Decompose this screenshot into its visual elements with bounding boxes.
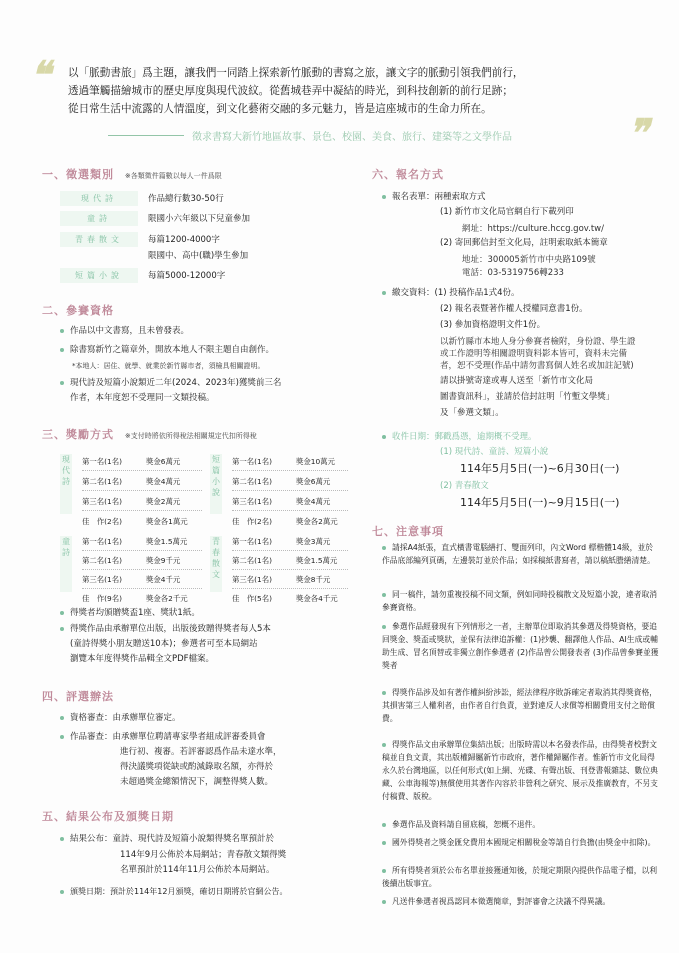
category-row [60, 231, 320, 247]
category-value: 限國小六年級以下兒童參加 [148, 214, 251, 224]
list-item: 現代詩及短篇小說類近二年(2024、2023年)獲獎前三名 [60, 376, 342, 391]
category-value: 每篇1200-4000字 [148, 235, 220, 245]
submit-line: 圖書資訊科」，並請於信封註明「竹塹文學獎」 [440, 392, 615, 402]
submit-line: (3) 參加資格證明文件1份。 [440, 320, 546, 330]
prize-row: 佳 作(9名) 獎金各2千元 [82, 593, 188, 603]
prize-row: 佳 作(5名) 獎金各4千元 [232, 593, 338, 603]
intro-line: 從日常生活中流露的人情溫度，到文化藝術交融的多元魅力，皆是這座城市的生命力所在。 [68, 103, 492, 115]
list-item-cont: (童詩得獎小朋友贈送10本)；參選者可至本局網站 [70, 639, 258, 649]
deadline-2-date: 114年5月5日(一)~9月15日(一) [460, 496, 620, 509]
tagline-text: 徵求書寫大新竹地區故事、景色、校園、美食、旅行、建築等之文學作品 [192, 132, 512, 143]
notice-item: 國外得獎者之獎金匯兌費用本國規定相關稅金等請自行負擔(由獎金中扣除)。 [382, 836, 660, 849]
list-item: 報名表單：兩種索取方式 [382, 190, 652, 205]
list-item: 作品以中文書寫，且未曾發表。 [60, 324, 340, 339]
section-1-note: ※各類徵件篇數以每人一件爲限 [124, 172, 222, 180]
form-address: 地址：300005新竹市中央路109號 [462, 255, 596, 265]
form-line: (1) 新竹市文化局官網自行下載列印 [440, 207, 574, 217]
notice-item: 請採A4紙張，直式橫書電腦繕打、雙面列印，內文Word 標楷體14級，並於作品底部編列頁碼，左邊裝訂並於作品；如採稿紙書寫者，請以稿紙謄繕清楚。 [382, 543, 655, 565]
section-3-note: ※支付時將依所得稅法相關規定代扣所得稅 [124, 432, 257, 440]
list-item-cont: 瀏覽本年度得獎作品輯全文PDF檔案。 [70, 654, 215, 664]
category-row [60, 247, 320, 263]
section-7-heading: 七、注意事項 [372, 525, 444, 538]
prize-row: 第一名(1名) 獎金6萬元 [82, 456, 181, 466]
category-row [60, 267, 320, 283]
list-item: 除書寫新竹之篇章外，開放本地人不限主題自由創作。 [60, 343, 340, 358]
list-item: 得獎者均頒贈獎盃1座、獎狀1紙。 [60, 606, 346, 621]
prize-row: 第三名(1名) 獎金2萬元 [82, 496, 181, 506]
prize-row: 第一名(1名) 獎金3萬元 [232, 536, 331, 546]
prize-row: 第二名(1名) 獎金1.5萬元 [232, 555, 338, 565]
deadline-1-date: 114年5月5日(一)~6月30日(一) [460, 462, 620, 475]
section-1-heading [42, 166, 222, 182]
list-item: 頒獎日期：預計於114年12月頒獎，確切日期將於官網公告。 [60, 884, 356, 899]
submit-line: (2) 報名表暨著作權人授權同意書1份。 [440, 304, 588, 314]
list-item: 得獎作品由承辦單位出版，出版後致贈得獎者每人5本 [60, 622, 346, 637]
form-phone: 電話：03-5319756轉233 [462, 268, 564, 278]
section-5-heading: 五、結果公布及頒獎日期 [42, 810, 174, 823]
residency-note: *本地人：居住、就學、就業於新竹縣市者，須檢具相關證明。 [72, 362, 265, 370]
list-item-cont: 得決議獎項從缺或酌減錄取名額，亦得於 [120, 762, 274, 772]
submit-line: 請以掛號寄達或專人送至「新竹市文化局 [440, 376, 594, 386]
notice-item: 所有得獎者須於公布名單並接獲通知後，於規定期限內提供作品電子檔，以利後續出版事宜。 [382, 866, 658, 888]
deadline-2-label: (2) 青春散文 [440, 481, 489, 491]
list-item: 作品審查：由承辦單位聘請專家學者組成評審委員會 [60, 730, 346, 745]
notice-item: 參選作品及資料請自留底稿，恕概不退件。 [382, 818, 660, 831]
category-value: 限國中、高中(職)學生參加 [148, 251, 249, 261]
prize-group-label: 童詩 [60, 536, 72, 592]
form-url[interactable]: 網址：https://culture.hccg.gov.tw/ [462, 224, 604, 234]
category-row [60, 210, 320, 226]
tagline [108, 128, 628, 143]
prize-row: 第一名(1名) 獎金1.5萬元 [82, 536, 188, 546]
intro-paragraph [68, 64, 628, 118]
section-2-heading: 二、參賽資格 [42, 304, 114, 317]
list-item-cont: 進行初、複審。若評審認爲作品未達水準， [120, 747, 282, 757]
notice-item: 得獎作品文由承辦單位集結出版；出版時需以本名發表作品，由得獎者校對文稿並自負文責，其出版權歸屬新竹市政府，著作權歸屬作者。惟新竹市文化局得永久於台灣地區，以任何形式(如上網、光碟、有聲出版、刊登書報雜誌、數位典藏、公車海報等)無償使用其著作內容於非營利之研究、展示及推廣教育，不另支付稿費、版稅。 [382, 740, 658, 801]
intro-line: 透過筆觸描繪城市的歷史厚度與現代波紋。從舊城巷弄中凝結的時光，到科技創新的前行足跡； [68, 85, 513, 97]
category-label: 現代詩 [60, 191, 138, 206]
category-label [60, 253, 138, 257]
list-item: 結果公布：童詩、現代詩及短篇小說類得獎名單預計於 [60, 832, 350, 847]
form-line: (2) 寄回郵信封至文化局，註明索取紙本簡章 [440, 238, 608, 248]
submit-note: 以新竹縣市本地人身分參賽者檢附，身份證、學生證 [440, 337, 636, 347]
category-row [60, 190, 320, 206]
list-item: 繳交資料：(1) 投稿作品1式4份。 [382, 286, 662, 301]
prize-row: 第二名(1名) 獎金4萬元 [82, 476, 181, 486]
category-value: 每篇5000-12000字 [148, 271, 226, 281]
notice-item: 同一稿件，請勿重複投稿不同文類，例如同時投稿散文及短篇小說，違者取消參賽資格。 [382, 590, 658, 612]
category-value: 作品總行數30-50行 [148, 194, 224, 204]
prize-row: 佳 作(2名) 獎金各2萬元 [232, 516, 338, 526]
prize-row: 第三名(1名) 獎金4千元 [82, 574, 181, 584]
submit-note: 者，恕不受理(作品中請勿書寫個人姓名或加註記號) [440, 361, 634, 371]
section-3-title: 三、獎勵方式 [42, 428, 114, 441]
list-item: 資格審查：由承辦單位審定。 [60, 711, 346, 726]
deadline-label: 收件日期：郵戳爲憑，逾期概不受理。 [382, 430, 662, 445]
prize-row: 第一名(1名) 獎金10萬元 [232, 456, 335, 466]
intro-line: 以「脈動書旅」爲主題，讓我們一同踏上探索新竹脈動的書寫之旅，讓文字的脈動引領我們前行， [68, 67, 524, 79]
prize-group-label: 短篇小說 [210, 454, 222, 514]
prize-row: 佳 作(2名) 獎金各1萬元 [82, 516, 188, 526]
prize-row: 第三名(1名) 獎金4萬元 [232, 496, 331, 506]
prize-row: 第三名(1名) 獎金8千元 [232, 574, 331, 584]
category-label: 青春散文 [60, 232, 138, 247]
list-item-cont: 114年9月公佈於本局網站；青春散文類得獎 [120, 850, 287, 860]
open-quote-icon: ❝ [30, 52, 51, 97]
submit-line: 及「參選文類」。 [440, 408, 504, 418]
notice-item: 凡送件參選者視爲認同本徵選簡章，對評審會之決議不得異議。 [382, 895, 660, 908]
list-item-cont: 未超過獎金總額情況下，調整得獎人數。 [120, 777, 274, 787]
tagline-rule [108, 135, 184, 136]
prize-row: 第二名(1名) 獎金9千元 [82, 555, 181, 565]
section-4-heading: 四、評選辦法 [42, 690, 114, 703]
prize-group-label: 青春散文 [210, 536, 222, 592]
category-label: 短篇小說 [60, 268, 138, 283]
notice-item: 得獎作品涉及如有著作權糾紛涉訟，經法律程序敗訴確定者取消其得獎資格，其損害第三人權利者，由作者自行負責，並對違反人求償等相關費用支付之賠償費。 [382, 688, 658, 723]
section-6-heading: 六、報名方式 [372, 168, 444, 181]
list-item-cont: 名單預計於114年11月公佈於本局網站。 [120, 865, 275, 875]
list-item-cont: 作者，本年度恕不受理同一文類投稿。 [70, 393, 215, 403]
prize-row: 第二名(1名) 獎金6萬元 [232, 476, 331, 486]
prize-group-label: 現代詩 [60, 454, 72, 514]
section-1-title: 一、徵選類別 [42, 168, 114, 181]
submit-note: 或工作證明等相關證明資料影本皆可，資料未完備 [440, 349, 628, 359]
close-quote-icon: ❞ [628, 110, 649, 155]
category-label: 童詩 [60, 211, 138, 226]
notice-item: 參選作品經發現有下列情形之一者，主辦單位即取消其參選及得獎資格，要追回獎金、獎盃或獎狀，並保有法律追訴權：(1)抄襲、翻譯他人作品、AI生成或輔助生成、冒名頂替或非獨立創作參選者 (2)作品曾公開發表者 (3)作品曾參賽並獲獎者 [382, 622, 659, 670]
section-3-heading [42, 426, 257, 442]
deadline-1-label: (1) 現代詩、童詩、短篇小說 [440, 447, 549, 457]
